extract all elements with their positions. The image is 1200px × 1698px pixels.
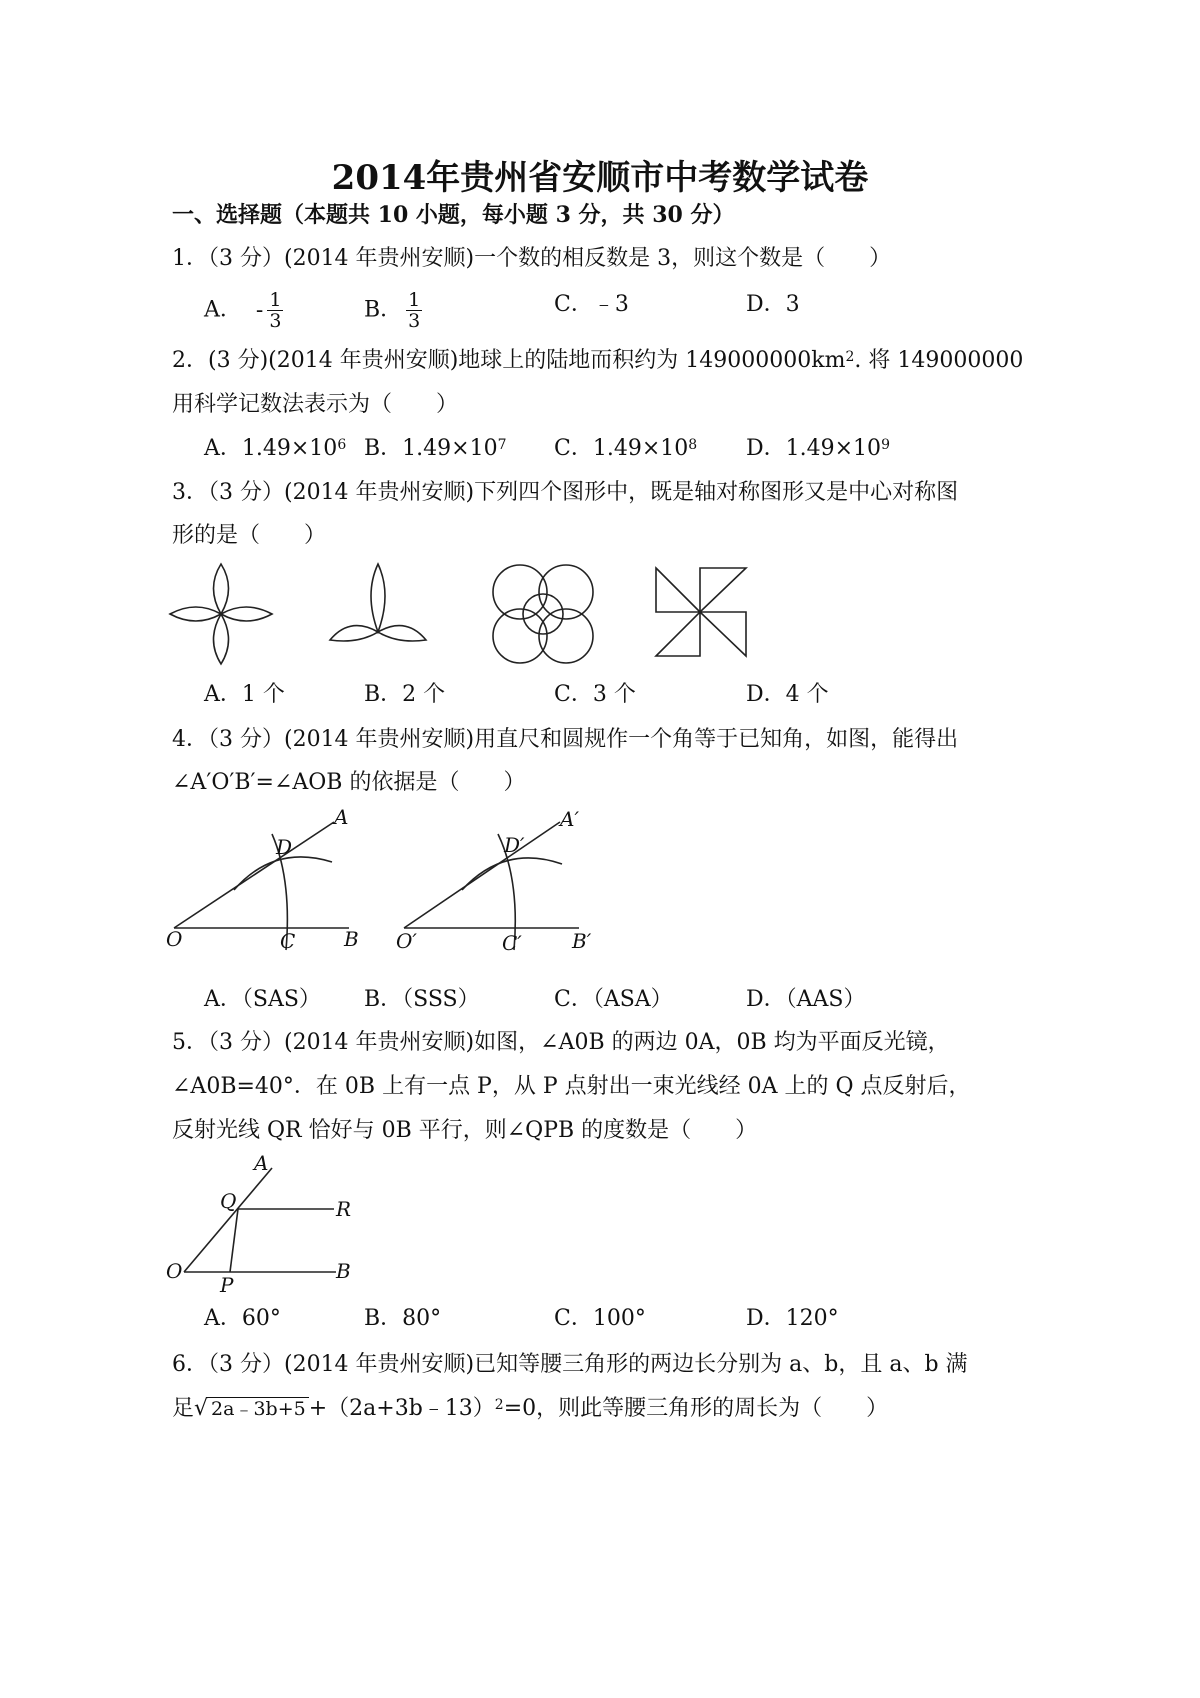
question-3-line-2: 形的是（ ） xyxy=(172,523,327,548)
label-q: Q xyxy=(220,1189,237,1213)
arc-d-prime xyxy=(462,858,562,890)
question-5-option-a: A．60° xyxy=(204,1306,281,1331)
petal xyxy=(170,607,221,621)
label-o: O xyxy=(166,927,183,951)
superscript: 9 xyxy=(881,437,890,453)
minus-sign: - xyxy=(255,297,264,323)
petal xyxy=(221,607,272,621)
label-d-prime: D′ xyxy=(504,833,525,857)
square-root xyxy=(194,1394,309,1424)
option-label: B． xyxy=(364,436,403,461)
label-c: C xyxy=(280,929,296,953)
petal xyxy=(330,626,378,641)
four-petal-flower-figure xyxy=(166,562,276,666)
question-5-option-b: B．80° xyxy=(364,1306,442,1331)
question-3-option-a: A．1 个 xyxy=(204,682,285,707)
label-a-prime: A′ xyxy=(560,807,579,831)
triangle xyxy=(656,612,700,656)
question-4-line-2: ∠A′O′B′=∠AOB 的依据是（ ） xyxy=(172,770,526,795)
question-4-option-b: B．（SSS） xyxy=(364,987,480,1012)
question-2-option-d xyxy=(746,434,890,464)
question-6-line-1: 6．（3 分）(2014 年贵州安顺)已知等腰三角形的两边长分别为 a、b，且 a、b 满 xyxy=(172,1352,968,1377)
superscript: 7 xyxy=(497,437,507,453)
question-6-line-2 xyxy=(172,1394,888,1424)
page-title: 2014年贵州省安顺市中考数学试卷 xyxy=(331,158,869,198)
radical-sign: √ xyxy=(194,1396,209,1421)
fraction xyxy=(267,290,283,331)
petal xyxy=(214,614,229,664)
label-p: P xyxy=(220,1273,234,1297)
reflection-mirror-figure xyxy=(164,1151,364,1297)
radicand: 2a﹣3b+5 xyxy=(208,1397,309,1420)
question-1-option-d: D．3 xyxy=(746,292,800,317)
text: 1.49×10 xyxy=(241,436,338,461)
question-4-option-d: D．（AAS） xyxy=(746,987,866,1012)
text: . 将 149000000 xyxy=(854,348,1024,373)
petal xyxy=(371,564,385,632)
petal xyxy=(378,626,426,641)
question-2-line-1 xyxy=(172,346,1023,376)
four-circles-figure xyxy=(488,562,598,666)
superscript: 2 xyxy=(494,1397,504,1413)
question-1-stem: 1．（3 分）(2014 年贵州安顺)一个数的相反数是 3，则这个数是（ ） xyxy=(172,246,892,271)
numerator: 1 xyxy=(269,289,282,311)
question-3-option-b: B．2 个 xyxy=(364,682,446,707)
question-3-option-c: C．3 个 xyxy=(554,682,636,707)
center-circle xyxy=(523,594,563,634)
text: +（2a+3b﹣13） xyxy=(308,1396,495,1421)
label-r: R xyxy=(336,1197,352,1221)
angle-construction-figure-original xyxy=(164,805,374,958)
option-label: A． xyxy=(204,436,242,461)
section-heading: 一、选择题（本题共 10 小题，每小题 3 分，共 30 分） xyxy=(172,202,735,228)
ray-o-a-prime xyxy=(404,822,560,928)
triangle xyxy=(700,612,746,656)
label-b-prime: B′ xyxy=(572,929,592,953)
petal xyxy=(214,564,229,614)
option-label: A． xyxy=(204,297,242,323)
numerator: 1 xyxy=(408,289,421,311)
denominator: 3 xyxy=(408,310,421,332)
question-2-line-2: 用科学记数法表示为（ ） xyxy=(172,392,459,417)
question-1-option-a xyxy=(204,290,283,331)
question-4-option-a: A．（SAS） xyxy=(204,987,321,1012)
label-d: D xyxy=(276,835,293,859)
denominator: 3 xyxy=(269,310,282,332)
label-o-prime: O′ xyxy=(396,929,417,953)
label-a: A xyxy=(334,805,349,829)
question-5-option-d: D．120° xyxy=(746,1306,839,1331)
question-5-line-2: ∠A0B=40°．在 0B 上有一点 P，从 P 点射出一束光线经 0A 上的 Q 点反射后， xyxy=(172,1074,971,1099)
superscript: 6 xyxy=(337,437,347,453)
label-c-prime: C′ xyxy=(502,931,522,955)
ray-oa xyxy=(184,1168,272,1272)
question-4-option-c: C．（ASA） xyxy=(554,987,673,1012)
question-2-option-c xyxy=(554,434,697,464)
text: 1.49×10 xyxy=(402,436,498,461)
pinwheel-figure xyxy=(654,566,748,658)
question-5-line-3: 反射光线 QR 恰好与 0B 平行，则∠QPB 的度数是（ ） xyxy=(172,1118,758,1143)
question-2-option-b xyxy=(364,434,507,464)
question-5-option-c: C．100° xyxy=(554,1306,646,1331)
question-1-option-c: C．﹣3 xyxy=(554,292,629,317)
ray-oa xyxy=(174,822,334,928)
text: 1.49×10 xyxy=(592,436,689,461)
option-label: D． xyxy=(746,436,786,461)
question-3-line-1: 3．（3 分）(2014 年贵州安顺)下列四个图形中，既是轴对称图形又是中心对称图 xyxy=(172,480,959,505)
label-b: B xyxy=(344,927,359,951)
three-petal-figure xyxy=(328,562,428,646)
question-2-option-a xyxy=(204,434,346,464)
superscript: 2 xyxy=(845,349,855,365)
text: 1.49×10 xyxy=(785,436,882,461)
superscript: 8 xyxy=(688,437,698,453)
triangle xyxy=(700,568,746,612)
question-4-line-1: 4．（3 分）(2014 年贵州安顺)用直尺和圆规作一个角等于已知角，如图，能得出 xyxy=(172,727,959,752)
question-5-line-1: 5．（3 分）(2014 年贵州安顺)如图，∠A0B 的两边 0A，0B 均为平面反光镜， xyxy=(172,1030,950,1055)
label-a: A xyxy=(254,1151,269,1175)
label-o: O xyxy=(166,1259,183,1283)
option-label: B． xyxy=(364,297,403,323)
fraction xyxy=(406,290,422,331)
triangle xyxy=(656,568,700,612)
label-b: B xyxy=(336,1259,351,1283)
text: 2．(3 分)(2014 年贵州安顺)地球上的陆地而积约为 149000000km xyxy=(172,348,846,373)
text: 足 xyxy=(172,1396,195,1421)
question-1-option-b xyxy=(364,290,422,331)
text: =0，则此等腰三角形的周长为（ ） xyxy=(503,1396,889,1421)
angle-construction-figure-copy xyxy=(394,807,604,958)
option-label: C． xyxy=(554,436,593,461)
segment-pq xyxy=(230,1209,238,1272)
question-3-option-d: D．4 个 xyxy=(746,682,829,707)
